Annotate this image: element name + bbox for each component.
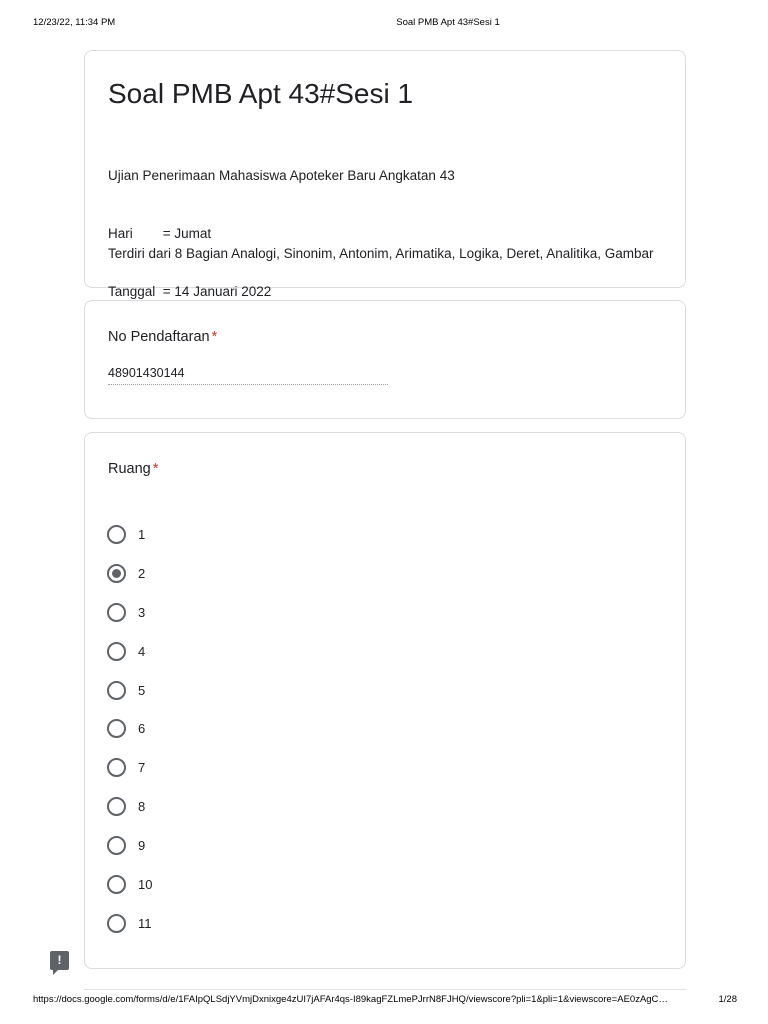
radio-button[interactable] (107, 642, 126, 661)
radio-option[interactable] (107, 554, 152, 593)
option-label: 2 (138, 565, 146, 581)
radio-button[interactable] (107, 758, 126, 777)
radio-button[interactable] (107, 875, 126, 894)
option-label: 8 (138, 799, 146, 815)
description-line: Tanggal = 14 Januari 2022 (108, 284, 272, 300)
question-card-ruang (84, 432, 686, 969)
radio-option[interactable] (107, 865, 152, 904)
report-feedback-icon[interactable]: ! (50, 951, 69, 970)
required-asterisk: * (152, 461, 159, 477)
radio-button[interactable] (107, 914, 126, 933)
radio-option[interactable] (107, 787, 152, 826)
print-doc-title: Soal PMB Apt 43#Sesi 1 (396, 17, 500, 28)
radio-option[interactable] (107, 671, 152, 710)
description-line: Ujian Penerimaan Mahasiswa Apoteker Baru Angkatan 43 (108, 167, 455, 183)
radio-button-selected[interactable] (107, 564, 126, 583)
option-label: 5 (138, 682, 146, 698)
radio-option[interactable] (107, 515, 152, 554)
radio-button[interactable] (107, 525, 126, 544)
radio-group (107, 515, 152, 943)
print-url: https://docs.google.com/forms/d/e/1FAIpQLSdjYVmjDxnixge4zUI7jAFAr4qs-I89kagFZLmePJrrN8FJHQ/viewscore?pli=1&pli=1&viewscore=AE0zAgC… (33, 994, 668, 1005)
option-label: 10 (138, 876, 153, 892)
radio-button[interactable] (107, 603, 126, 622)
question-title (108, 327, 217, 347)
option-label: 6 (138, 721, 146, 737)
question-card-no-pendaftaran (84, 300, 686, 419)
option-label: 7 (138, 760, 146, 776)
divider (84, 989, 686, 990)
input-underline (108, 384, 388, 385)
short-answer-input[interactable]: 48901430144 (108, 366, 185, 380)
radio-option[interactable] (107, 593, 152, 632)
radio-button[interactable] (107, 719, 126, 738)
option-label: 3 (138, 604, 146, 620)
radio-button[interactable] (107, 681, 126, 700)
option-label: 4 (138, 643, 146, 659)
radio-option[interactable] (107, 826, 152, 865)
radio-option[interactable] (107, 709, 152, 748)
form-title: Soal PMB Apt 43#Sesi 1 (108, 78, 414, 109)
print-header (0, 17, 768, 31)
question-title (108, 459, 158, 479)
question-label: Ruang (108, 461, 151, 477)
page-indicator: 1/28 (718, 994, 737, 1005)
radio-option[interactable] (107, 632, 152, 671)
required-asterisk: * (211, 329, 218, 345)
description-note: Terdiri dari 8 Bagian Analogi, Sinonim, Antonim, Arimatika, Logika, Deret, Analitika, Gambar (108, 246, 654, 261)
radio-option[interactable] (107, 748, 152, 787)
radio-option[interactable] (107, 904, 152, 943)
form-header-card (84, 50, 686, 300)
option-label: 9 (138, 838, 146, 854)
description-line: Hari = Jumat (108, 226, 212, 242)
print-datetime: 12/23/22, 11:34 PM (33, 17, 116, 28)
option-label: 11 (138, 915, 152, 931)
question-label: No Pendaftaran (108, 329, 210, 345)
radio-button[interactable] (107, 836, 126, 855)
radio-button[interactable] (107, 797, 126, 816)
option-label: 1 (138, 526, 146, 542)
print-footer (0, 994, 768, 1008)
